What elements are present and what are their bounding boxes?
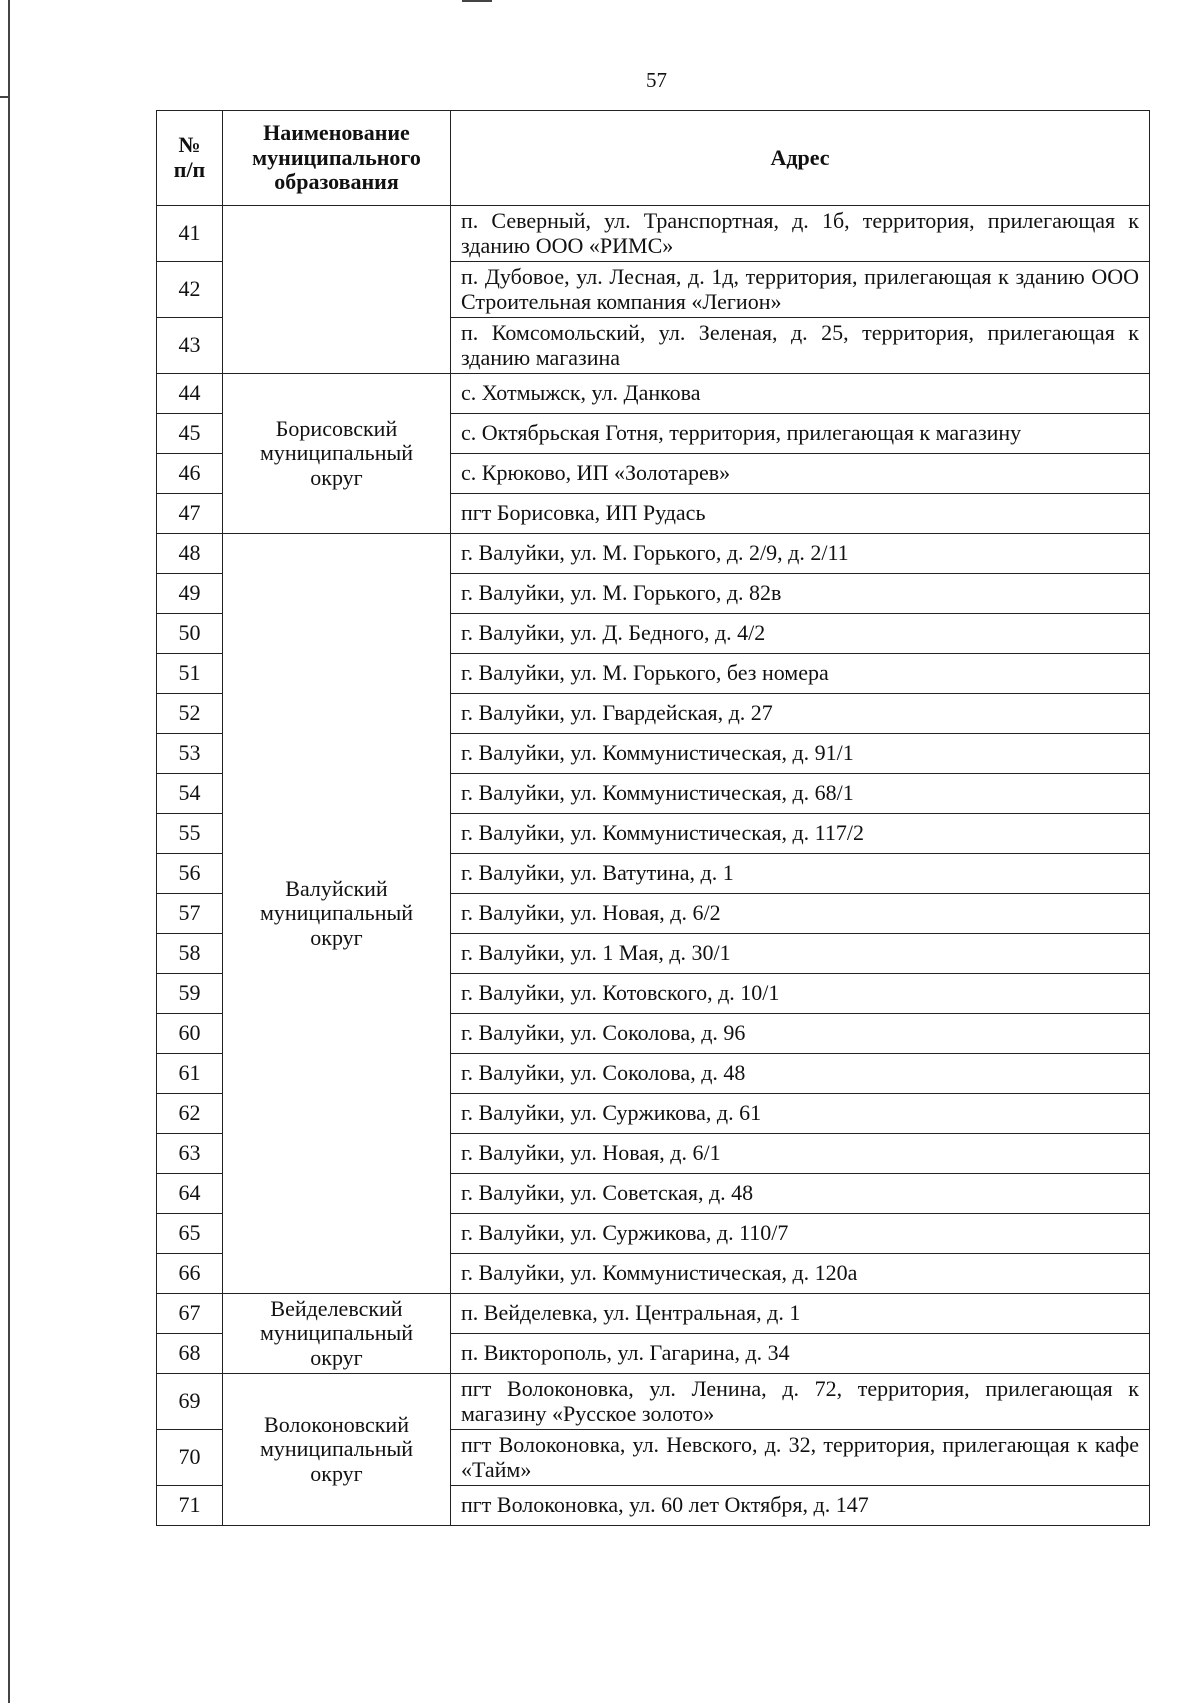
table-header-row — [157, 111, 1150, 206]
row-number-cell: 49 — [157, 574, 223, 614]
row-number-cell: 44 — [157, 374, 223, 414]
address-cell: п. Викторополь, ул. Гагарина, д. 34 — [451, 1334, 1150, 1374]
address-cell: г. Валуйки, ул. Суржикова, д. 110/7 — [451, 1214, 1150, 1254]
address-cell: п. Северный, ул. Транспортная, д. 1б, территория, прилегающая к зданию ООО «РИМС» — [451, 206, 1150, 262]
row-number-cell: 50 — [157, 614, 223, 654]
row-number-cell: 58 — [157, 934, 223, 974]
left-scan-edge — [8, 0, 10, 1703]
header-address: Адрес — [451, 111, 1150, 206]
top-left-scan-edge — [0, 96, 8, 98]
address-cell: п. Комсомольский, ул. Зеленая, д. 25, территория, прилегающая к зданию магазина — [451, 318, 1150, 374]
municipality-cell — [223, 206, 451, 374]
address-cell: пгт Волоконовка, ул. Ленина, д. 72, территория, прилегающая к магазину «Русское золото» — [451, 1374, 1150, 1430]
row-number-cell: 60 — [157, 1014, 223, 1054]
row-number-cell: 47 — [157, 494, 223, 534]
address-cell: г. Валуйки, ул. Коммунистическая, д. 117/2 — [451, 814, 1150, 854]
municipality-cell: Валуйский муниципальный округ — [223, 534, 451, 1294]
address-cell: г. Валуйки, ул. Соколова, д. 48 — [451, 1054, 1150, 1094]
municipality-cell: Волоконовский муниципальный округ — [223, 1374, 451, 1526]
address-cell: г. Валуйки, ул. Ватутина, д. 1 — [451, 854, 1150, 894]
address-cell: с. Хотмыжск, ул. Данкова — [451, 374, 1150, 414]
address-cell: с. Крюково, ИП «Золотарев» — [451, 454, 1150, 494]
row-number-cell: 54 — [157, 774, 223, 814]
address-cell: г. Валуйки, ул. Новая, д. 6/2 — [451, 894, 1150, 934]
address-table — [156, 110, 1150, 1526]
address-cell: г. Валуйки, ул. Советская, д. 48 — [451, 1174, 1150, 1214]
table-row — [157, 1294, 1150, 1334]
top-scan-mark — [462, 0, 492, 2]
address-cell: г. Валуйки, ул. М. Горького, без номера — [451, 654, 1150, 694]
row-number-cell: 67 — [157, 1294, 223, 1334]
address-cell: г. Валуйки, ул. Д. Бедного, д. 4/2 — [451, 614, 1150, 654]
address-cell: г. Валуйки, ул. Котовского, д. 10/1 — [451, 974, 1150, 1014]
address-cell: г. Валуйки, ул. 1 Мая, д. 30/1 — [451, 934, 1150, 974]
address-cell: г. Валуйки, ул. М. Горького, д. 2/9, д. 2/11 — [451, 534, 1150, 574]
address-cell: пгт Волоконовка, ул. 60 лет Октября, д. 147 — [451, 1486, 1150, 1526]
address-cell: п. Дубовое, ул. Лесная, д. 1д, территория, прилегающая к зданию ООО Строительная компания «Легион» — [451, 262, 1150, 318]
row-number-cell: 45 — [157, 414, 223, 454]
address-cell: г. Валуйки, ул. М. Горького, д. 82в — [451, 574, 1150, 614]
address-cell: г. Валуйки, ул. Соколова, д. 96 — [451, 1014, 1150, 1054]
row-number-cell: 52 — [157, 694, 223, 734]
row-number-cell: 65 — [157, 1214, 223, 1254]
row-number-cell: 43 — [157, 318, 223, 374]
row-number-cell: 62 — [157, 1094, 223, 1134]
row-number-cell: 61 — [157, 1054, 223, 1094]
row-number-cell: 59 — [157, 974, 223, 1014]
row-number-cell: 71 — [157, 1486, 223, 1526]
table-row — [157, 1374, 1150, 1430]
address-cell: пгт Волоконовка, ул. Невского, д. 32, территория, прилегающая к кафе «Тайм» — [451, 1430, 1150, 1486]
header-num: № п/п — [157, 111, 223, 206]
address-cell: г. Валуйки, ул. Гвардейская, д. 27 — [451, 694, 1150, 734]
row-number-cell: 64 — [157, 1174, 223, 1214]
row-number-cell: 41 — [157, 206, 223, 262]
row-number-cell: 46 — [157, 454, 223, 494]
address-cell: г. Валуйки, ул. Коммунистическая, д. 91/1 — [451, 734, 1150, 774]
table-row — [157, 374, 1150, 414]
page-number: 57 — [646, 68, 667, 92]
row-number-cell: 66 — [157, 1254, 223, 1294]
address-cell: пгт Борисовка, ИП Рудась — [451, 494, 1150, 534]
row-number-cell: 53 — [157, 734, 223, 774]
row-number-cell: 69 — [157, 1374, 223, 1430]
row-number-cell: 68 — [157, 1334, 223, 1374]
row-number-cell: 51 — [157, 654, 223, 694]
address-cell: с. Октябрьская Готня, территория, прилегающая к магазину — [451, 414, 1150, 454]
municipality-cell: Вейделевский муниципальный округ — [223, 1294, 451, 1374]
address-cell: г. Валуйки, ул. Новая, д. 6/1 — [451, 1134, 1150, 1174]
table-body — [157, 206, 1150, 1526]
row-number-cell: 48 — [157, 534, 223, 574]
row-number-cell: 57 — [157, 894, 223, 934]
row-number-cell: 70 — [157, 1430, 223, 1486]
row-number-cell: 55 — [157, 814, 223, 854]
header-municipality: Наименование муниципального образования — [223, 111, 451, 206]
address-cell: г. Валуйки, ул. Коммунистическая, д. 68/1 — [451, 774, 1150, 814]
municipality-cell: Борисовский муниципальный округ — [223, 374, 451, 534]
row-number-cell: 42 — [157, 262, 223, 318]
row-number-cell: 63 — [157, 1134, 223, 1174]
address-cell: г. Валуйки, ул. Коммунистическая, д. 120а — [451, 1254, 1150, 1294]
table-row — [157, 206, 1150, 262]
address-cell: п. Вейделевка, ул. Центральная, д. 1 — [451, 1294, 1150, 1334]
address-cell: г. Валуйки, ул. Суржикова, д. 61 — [451, 1094, 1150, 1134]
table-row — [157, 534, 1150, 574]
row-number-cell: 56 — [157, 854, 223, 894]
